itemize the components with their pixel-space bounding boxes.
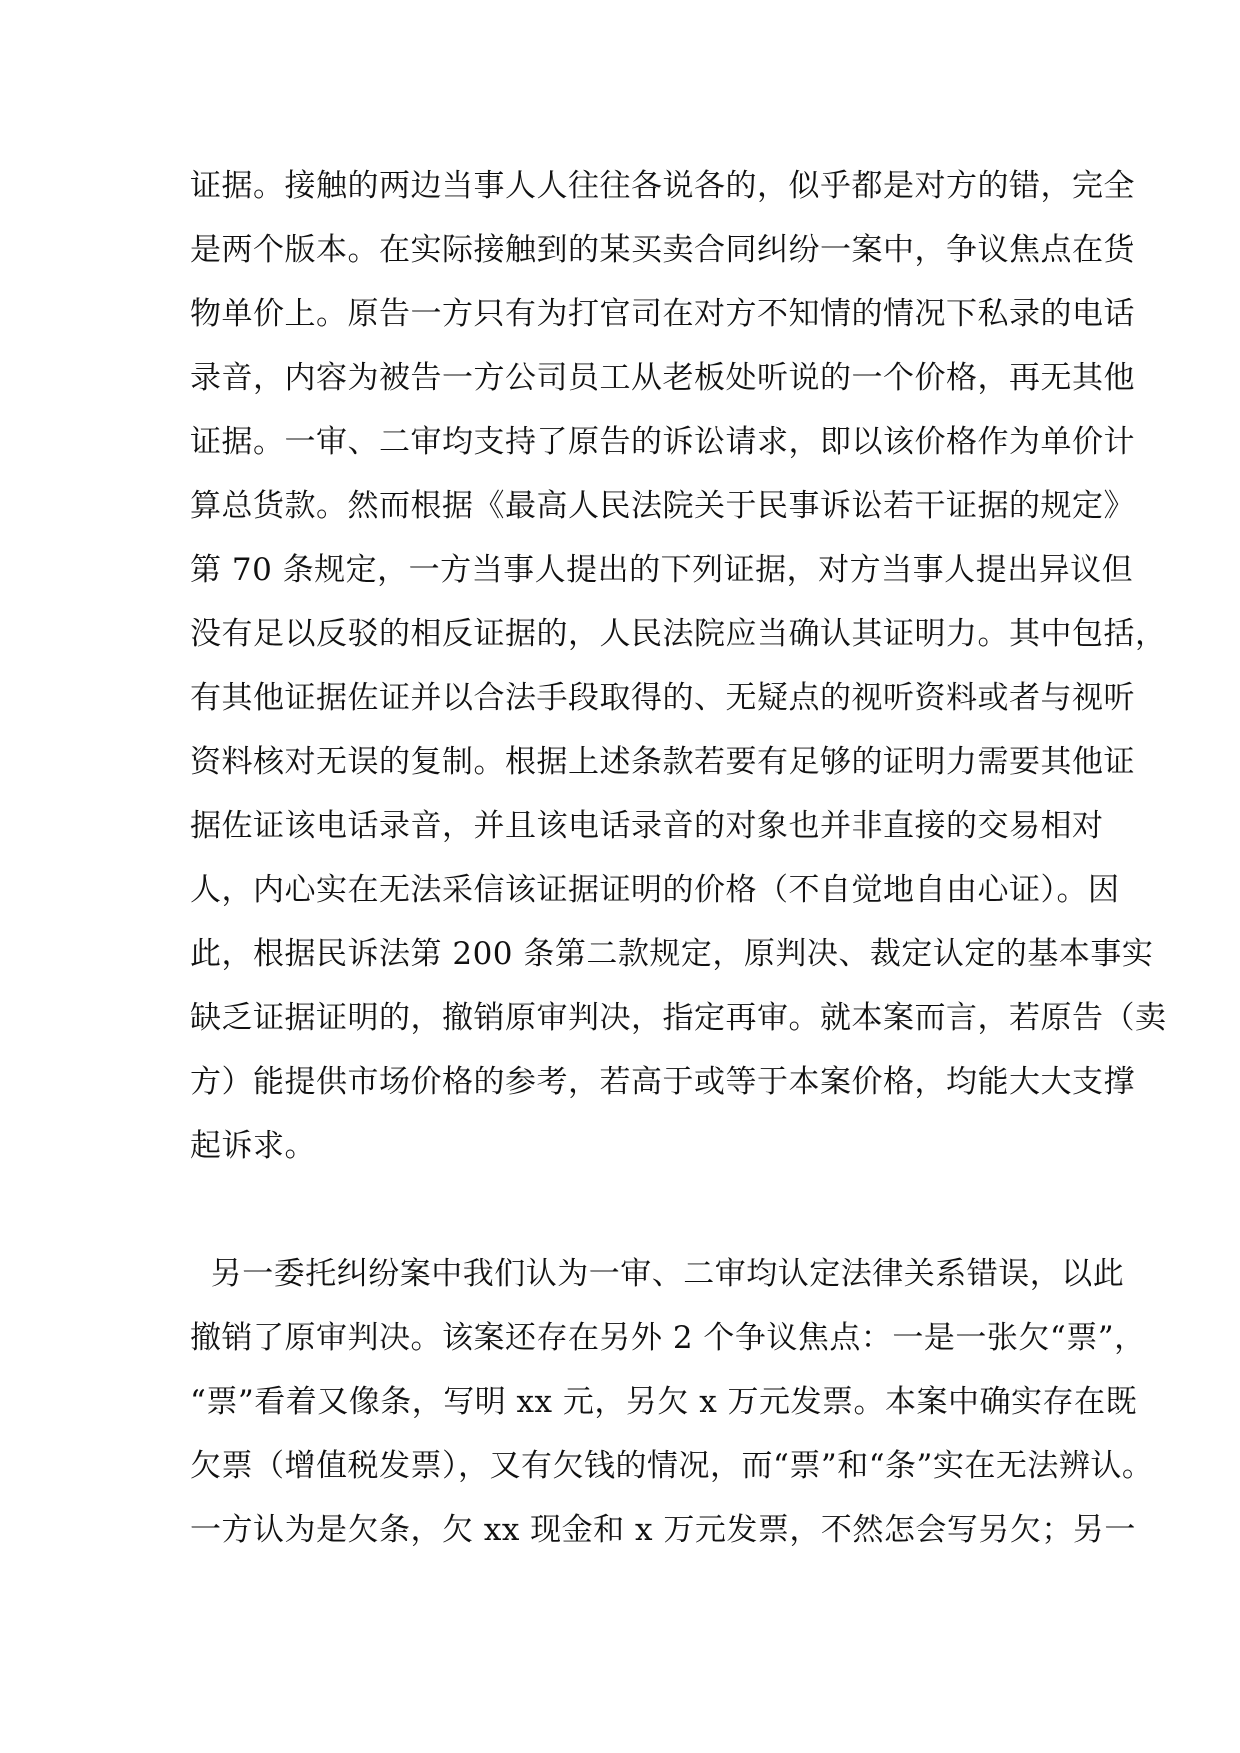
- paragraph-1: [190, 154, 1167, 1178]
- paragraph-line: 有其他证据佐证并以合法手段取得的、无疑点的视听资料或者与视听: [190, 680, 1135, 716]
- paragraph-line: 证据。接触的两边当事人人往往各说各的，似乎都是对方的错，完全: [190, 168, 1135, 204]
- paragraph-line: 一方认为是欠条，欠 xx 现金和 x 万元发票，不然怎会写另欠；另一: [190, 1512, 1136, 1548]
- paragraph-line: 起诉求。: [190, 1128, 316, 1164]
- paragraph-line: 录音，内容为被告一方公司员工从老板处听说的一个价格，再无其他: [190, 360, 1135, 396]
- paragraph-line: 缺乏证据证明的，撤销原审判决，指定再审。就本案而言，若原告（卖: [190, 1000, 1167, 1036]
- paragraph-line: 据佐证该电话录音，并且该电话录音的对象也并非直接的交易相对: [190, 808, 1104, 844]
- paragraph-line: 物单价上。原告一方只有为打官司在对方不知情的情况下私录的电话: [190, 296, 1135, 332]
- paragraph-line: 人，内心实在无法采信该证据证明的价格（不自觉地自由心证）。因: [190, 872, 1120, 908]
- paragraph-line: 算总货款。然而根据《最高人民法院关于民事诉讼若干证据的规定》: [190, 488, 1135, 524]
- paragraph-line: 资料核对无误的复制。根据上述条款若要有足够的证明力需要其他证: [190, 744, 1135, 780]
- paragraph-2: [190, 1242, 1154, 1562]
- paragraph-line: “票”看着又像条，写明 xx 元，另欠 x 万元发票。本案中确实存在既: [190, 1384, 1138, 1420]
- paragraph-line: 欠票（增值税发票），又有欠钱的情况，而“票”和“条”实在无法辨认。: [190, 1448, 1154, 1484]
- paragraph-line: 另一委托纠纷案中我们认为一审、二审均认定法律关系错误，以此: [190, 1256, 1125, 1292]
- paragraph-line: 证据。一审、二审均支持了原告的诉讼请求，即以该价格作为单价计: [190, 424, 1135, 460]
- paragraph-line: 没有足以反驳的相反证据的，人民法院应当确认其证明力。其中包括，: [190, 616, 1167, 652]
- paragraph-line: 是两个版本。在实际接触到的某买卖合同纠纷一案中，争议焦点在货: [190, 232, 1135, 268]
- paragraph-line: 方）能提供市场价格的参考，若高于或等于本案价格，均能大大支撑: [190, 1064, 1135, 1100]
- paragraph-line: 第 70 条规定，一方当事人提出的下列证据，对方当事人提出异议但: [190, 552, 1134, 588]
- paragraph-line: 撤销了原审判决。该案还存在另外 2 个争议焦点：一是一张欠“票”，: [190, 1320, 1146, 1356]
- paragraph-line: 此，根据民诉法第 200 条第二款规定，原判决、裁定认定的基本事实: [190, 936, 1154, 972]
